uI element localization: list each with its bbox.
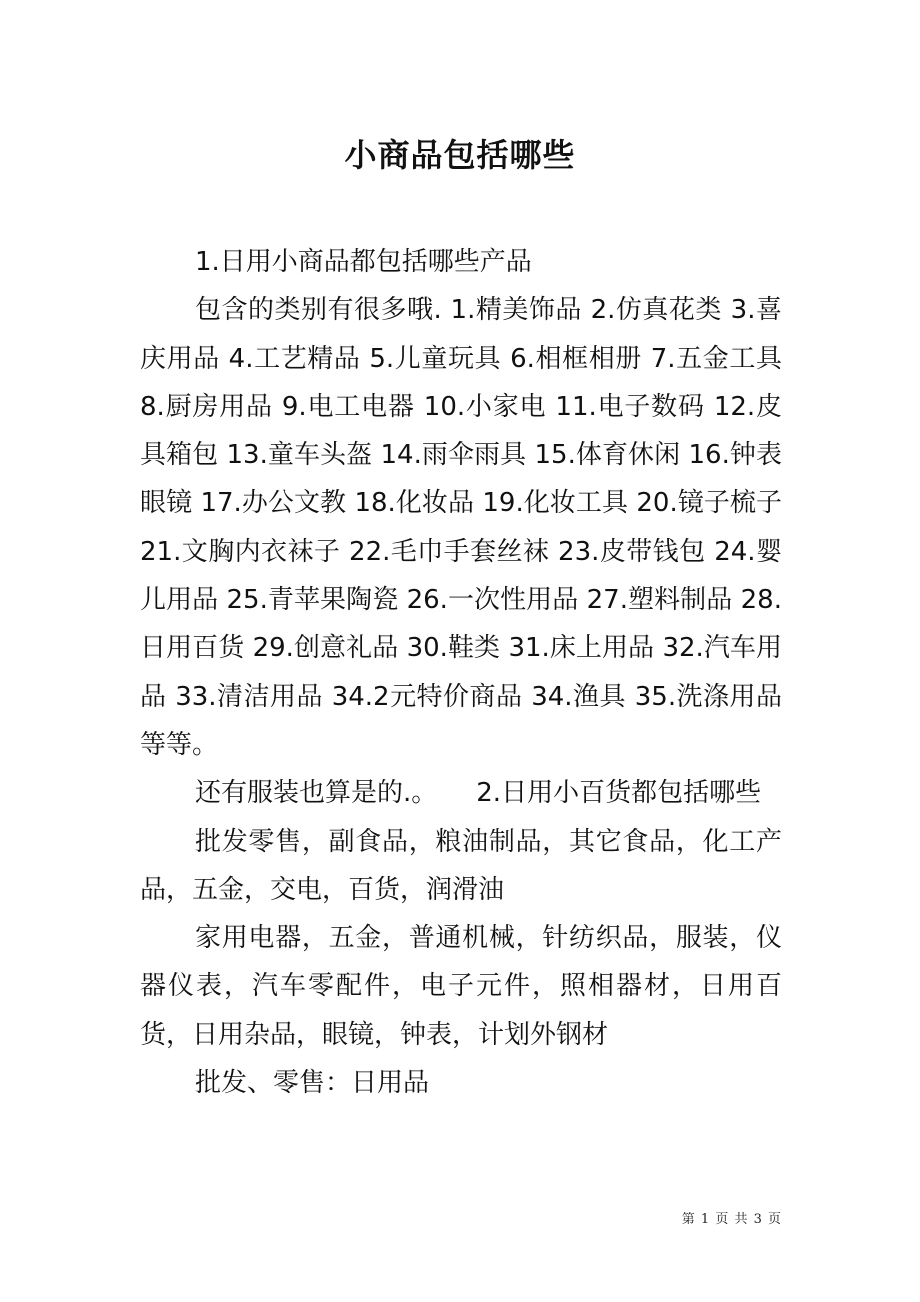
document-body (140, 238, 782, 1107)
page-number-footer: 第 1 页 共 3 页 (681, 1212, 782, 1227)
paragraph-heading-1: 1.日用小商品都包括哪些产品 (195, 247, 532, 277)
paragraph-daily-goods: 批发、零售：日用品 (195, 1068, 430, 1099)
paragraph-heading-2: 还有服装也算是的.。 2.日用小百货都包括哪些 (195, 778, 762, 809)
paragraph-category-list: 包含的类别有很多哦. 1.精美饰品 2.仿真花类 3.喜庆用品 4.工艺精品 5.儿童玩具 6.相框相册 7.五金工具 8.厨房用品 9.电工电器 10.小家电 11.电子数码 12.皮具箱包 13.童车头盔 14.雨伞雨具 15.体育休闲 16.钟表眼镜 17.办公文教 18.化妆品 19.化妆工具 20.镜子梳子 21.文胸内衣袜子 22.毛巾手套丝袜 23.皮带钱包 24.婴儿用品 25.青苹果陶瓷 26.一次性用品 27.塑料制品 28.日用百货 29.创意礼品 30.鞋类 31.床上用品 32.汽车用品 33.清洁用品 34.2元特价商品 34.渔具 35.洗涤用品 等等。 (140, 295, 782, 760)
paragraph-wholesale-retail: 批发零售，副食品，粮油制品，其它食品，化工产品，五金，交电，百货，润滑油 (140, 826, 782, 905)
document-title: 小商品包括哪些 (344, 136, 576, 174)
paragraph-appliances: 家用电器，五金，普通机械，针纺织品，服装，仪器仪表，汽车零配件，电子元件，照相器材，日用百货，日用杂品，眼镜，钟表，计划外钢材 (140, 923, 782, 1050)
